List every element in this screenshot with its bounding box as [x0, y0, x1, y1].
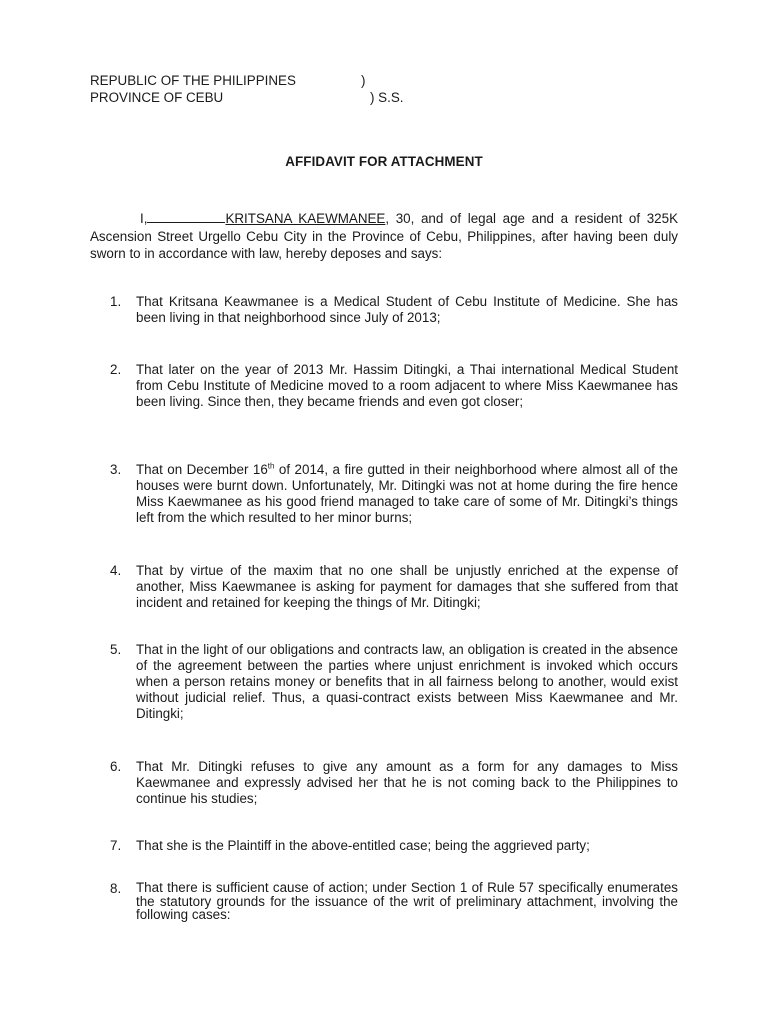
- item-text: [136, 462, 678, 526]
- item-text-part: That on December 16: [136, 462, 268, 477]
- venue-line-republic: [90, 73, 366, 89]
- item-number: 5.: [110, 642, 122, 657]
- venue-province-text: PROVINCE OF CEBU: [90, 90, 224, 105]
- item-text: That later on the year of 2013 Mr. Hassim Ditingki, a Thai international Medical Student from Cebu Institute of Medicine moved to a room adjacent to where Miss Kaewmanee has been living. Since then, they became friends and even got closer;: [136, 362, 678, 409]
- name-blank-line: [147, 210, 225, 223]
- item-number: 2.: [110, 362, 122, 377]
- item-text: That Kritsana Keawmanee is a Medical Student of Cebu Institute of Medicine. She has been living in that neighborhood since July of 2013;: [136, 294, 678, 325]
- list-item-1: [110, 294, 678, 326]
- list-item-4: [110, 563, 678, 611]
- intro-prefix: I,: [140, 211, 148, 226]
- venue-paren: ): [361, 73, 366, 88]
- item-text: That Mr. Ditingki refuses to give any amount as a form for any damages to Miss Kaewmanee and expressly advised her that he is not coming back to the Philippines to continue his studies;: [136, 759, 678, 806]
- document-title: AFFIDAVIT FOR ATTACHMENT: [285, 154, 483, 169]
- ordinal-suffix: th: [267, 461, 275, 471]
- venue-ss: ) S.S.: [370, 90, 404, 105]
- intro-paragraph: [90, 210, 678, 263]
- item-number: 3.: [110, 462, 122, 477]
- venue-line-province: [90, 90, 404, 106]
- list-item-5: [110, 642, 678, 722]
- item-number: 6.: [110, 759, 122, 774]
- item-text: That she is the Plaintiff in the above-entitled case; being the aggrieved party;: [136, 838, 590, 853]
- intro-rest: , 30, and of legal age and a resident of 325K Ascension Street Urgello Cebu City in the Province of Cebu, Philippines, after having been duly sworn to in accordance with law, hereby deposes and says:: [90, 211, 679, 261]
- item-number: 8.: [110, 881, 122, 896]
- affiant-name: KRITSANA KAEWMANEE: [225, 211, 386, 226]
- item-number: 4.: [110, 563, 122, 578]
- item-number: 7.: [110, 838, 122, 853]
- item-text: That there is sufficient cause of action; under Section 1 of Rule 57 specifically enumerates the statutory grounds for the issuance of the writ of preliminary attachment, involving the following cases:: [136, 880, 678, 922]
- item-text: That in the light of our obligations and contracts law, an obligation is created in the absence of the agreement between the parties where unjust enrichment is invoked which occurs when a person retains money or benefits that in all fairness belong to another, would exist without judicial relief. Thus, a quasi-contract exists between Miss Kaewmanee and Mr. Ditingki;: [136, 642, 678, 721]
- list-item-8: [110, 881, 678, 922]
- item-text: That by virtue of the maxim that no one shall be unjustly enriched at the expense of another, Miss Kaewmanee is asking for payment for damages that she suffered from that incident and retained for keeping the things of Mr. Ditingki;: [136, 563, 678, 610]
- list-item-7: [110, 838, 678, 854]
- list-item-6: [110, 759, 678, 807]
- list-item-2: [110, 362, 678, 410]
- venue-republic-text: REPUBLIC OF THE PHILIPPINES: [90, 73, 296, 88]
- item-text-part: of 2014, a fire gutted in their neighborhood where almost all of the houses were burnt down. Unfortunately, Mr. Ditingki was not at home during the fire hence Miss Kaewmanee as his good friend managed to take care of some of Mr. Ditingki’s things left from the which resulted to her minor burns;: [136, 462, 678, 525]
- list-item-3: [110, 462, 678, 526]
- item-number: 1.: [110, 294, 122, 309]
